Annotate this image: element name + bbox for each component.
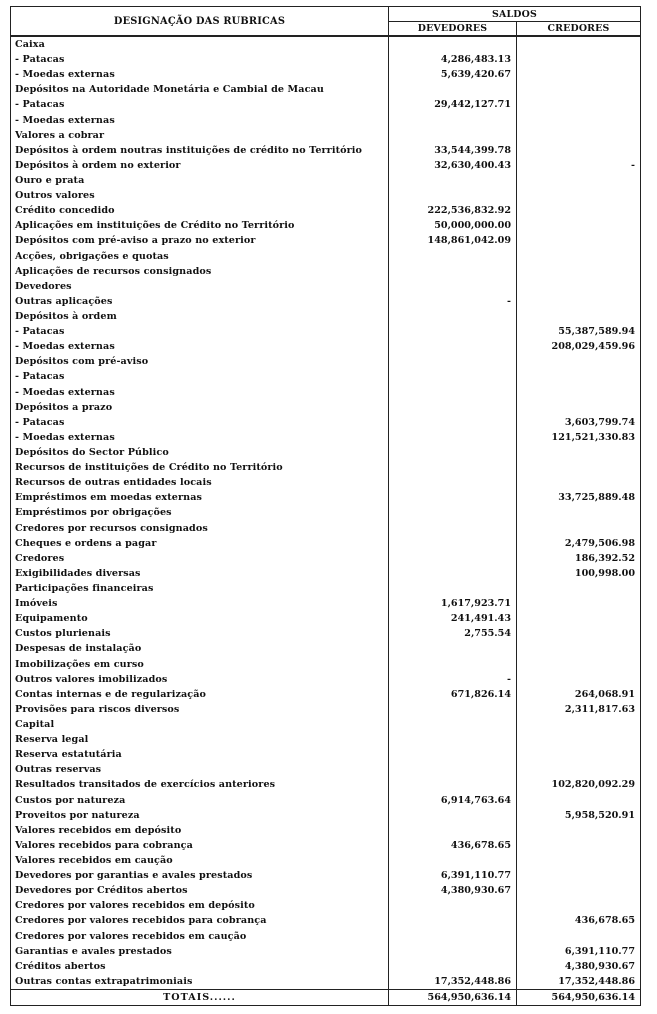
row-label: Empréstimos em moedas externas: [11, 490, 389, 505]
row-debit: [389, 656, 517, 671]
table-row: [11, 158, 641, 173]
row-credit: [517, 898, 641, 913]
row-debit: -: [389, 672, 517, 687]
table-row: [11, 808, 641, 823]
row-debit: 29,442,127.71: [389, 97, 517, 112]
row-debit: [389, 928, 517, 943]
row-label: Recursos de outras entidades locais: [11, 475, 389, 490]
row-credit: [517, 279, 641, 294]
row-label: Valores recebidos em caução: [11, 853, 389, 868]
row-label: - Moedas externas: [11, 113, 389, 128]
row-label: - Patacas: [11, 52, 389, 67]
row-debit: [389, 385, 517, 400]
row-credit: 2,311,817.63: [517, 702, 641, 717]
balance-sheet: [10, 6, 640, 1006]
row-label: Depósitos à ordem noutras instituições de crédito no Território: [11, 143, 389, 158]
table-row: [11, 294, 641, 309]
row-label: Outros valores imobilizados: [11, 672, 389, 687]
table-row: [11, 324, 641, 339]
table-row: [11, 823, 641, 838]
row-debit: 6,391,110.77: [389, 868, 517, 883]
row-debit: [389, 400, 517, 415]
row-debit: [389, 264, 517, 279]
row-debit: 222,536,832.92: [389, 203, 517, 218]
table-row: [11, 762, 641, 777]
row-label: Caixa: [11, 36, 389, 52]
table-row: [11, 143, 641, 158]
table-row: [11, 551, 641, 566]
row-label: Despesas de instalação: [11, 641, 389, 656]
totals-row: [11, 989, 641, 1005]
row-label: Depósitos na Autoridade Monetária e Cambial de Macau: [11, 82, 389, 97]
table-row: [11, 536, 641, 551]
row-debit: [389, 505, 517, 520]
row-debit: [389, 777, 517, 792]
row-label: Acções, obrigações e quotas: [11, 249, 389, 264]
table-row: [11, 339, 641, 354]
row-label: Depósitos do Sector Público: [11, 445, 389, 460]
row-debit: [389, 36, 517, 52]
row-label: - Moedas externas: [11, 67, 389, 82]
table-row: [11, 928, 641, 943]
row-credit: [517, 218, 641, 233]
row-label: Custos plurienais: [11, 626, 389, 641]
table-row: [11, 596, 641, 611]
table-row: [11, 581, 641, 596]
row-debit: [389, 249, 517, 264]
row-label: Valores recebidos em depósito: [11, 823, 389, 838]
row-credit: 208,029,459.96: [517, 339, 641, 354]
row-credit: [517, 823, 641, 838]
row-credit: [517, 475, 641, 490]
row-credit: 55,387,589.94: [517, 324, 641, 339]
row-credit: [517, 354, 641, 369]
row-credit: 186,392.52: [517, 551, 641, 566]
row-label: Credores por recursos consignados: [11, 521, 389, 536]
row-credit: [517, 505, 641, 520]
row-debit: [389, 551, 517, 566]
table-row: [11, 702, 641, 717]
row-debit: 2,755.54: [389, 626, 517, 641]
row-label: Devedores por Créditos abertos: [11, 883, 389, 898]
row-label: Outras contas extrapatrimoniais: [11, 974, 389, 990]
table-row: [11, 641, 641, 656]
row-credit: [517, 853, 641, 868]
row-label: Créditos abertos: [11, 959, 389, 974]
row-label: Valores a cobrar: [11, 128, 389, 143]
row-credit: [517, 928, 641, 943]
row-debit: [389, 279, 517, 294]
row-credit: [517, 97, 641, 112]
row-label: Credores: [11, 551, 389, 566]
totals-credit: 564,950,636.14: [517, 989, 641, 1005]
row-debit: [389, 566, 517, 581]
row-credit: 100,998.00: [517, 566, 641, 581]
row-credit: [517, 188, 641, 203]
row-credit: [517, 173, 641, 188]
balance-table: [10, 6, 641, 1006]
row-credit: [517, 294, 641, 309]
row-label: Recursos de instituições de Crédito no Território: [11, 460, 389, 475]
row-label: Devedores por garantias e avales prestados: [11, 868, 389, 883]
row-debit: -: [389, 294, 517, 309]
row-label: Participações financeiras: [11, 581, 389, 596]
row-debit: 33,544,399.78: [389, 143, 517, 158]
table-row: [11, 944, 641, 959]
table-row: [11, 279, 641, 294]
row-credit: [517, 143, 641, 158]
row-debit: 32,630,400.43: [389, 158, 517, 173]
table-row: [11, 97, 641, 112]
row-credit: [517, 385, 641, 400]
row-credit: [517, 838, 641, 853]
table-row: [11, 400, 641, 415]
row-label: Outros valores: [11, 188, 389, 203]
table-row: [11, 128, 641, 143]
row-label: Valores recebidos para cobrança: [11, 838, 389, 853]
row-label: Aplicações em instituições de Crédito no Território: [11, 218, 389, 233]
totals-label: TOTAIS......: [11, 989, 389, 1005]
row-label: Capital: [11, 717, 389, 732]
row-debit: [389, 309, 517, 324]
table-row: [11, 792, 641, 807]
table-row: [11, 67, 641, 82]
table-row: [11, 249, 641, 264]
row-debit: [389, 445, 517, 460]
row-debit: [389, 113, 517, 128]
row-credit: [517, 717, 641, 732]
row-debit: [389, 959, 517, 974]
row-label: Outras aplicações: [11, 294, 389, 309]
row-debit: [389, 173, 517, 188]
row-label: Proveitos por natureza: [11, 808, 389, 823]
row-credit: [517, 611, 641, 626]
table-row: [11, 505, 641, 520]
row-debit: 50,000,000.00: [389, 218, 517, 233]
row-label: - Patacas: [11, 415, 389, 430]
row-credit: [517, 626, 641, 641]
row-credit: [517, 581, 641, 596]
row-label: - Moedas externas: [11, 339, 389, 354]
table-row: [11, 883, 641, 898]
row-credit: [517, 883, 641, 898]
row-debit: [389, 762, 517, 777]
table-row: [11, 309, 641, 324]
table-row: [11, 521, 641, 536]
row-credit: [517, 233, 641, 248]
table-row: [11, 732, 641, 747]
row-label: Depósitos a prazo: [11, 400, 389, 415]
table-row: [11, 369, 641, 384]
row-debit: [389, 128, 517, 143]
row-debit: [389, 641, 517, 656]
table-row: [11, 173, 641, 188]
row-debit: 436,678.65: [389, 838, 517, 853]
row-credit: 5,958,520.91: [517, 808, 641, 823]
table-row: [11, 838, 641, 853]
row-debit: [389, 898, 517, 913]
row-debit: [389, 853, 517, 868]
row-credit: 264,068.91: [517, 687, 641, 702]
table-row: [11, 233, 641, 248]
table-row: [11, 687, 641, 702]
totals-debit: 564,950,636.14: [389, 989, 517, 1005]
row-label: Depósitos com pré-aviso: [11, 354, 389, 369]
row-debit: [389, 430, 517, 445]
row-label: Aplicações de recursos consignados: [11, 264, 389, 279]
row-debit: [389, 732, 517, 747]
row-debit: 4,286,483.13: [389, 52, 517, 67]
table-row: [11, 717, 641, 732]
row-credit: [517, 656, 641, 671]
row-debit: [389, 475, 517, 490]
row-label: - Patacas: [11, 97, 389, 112]
row-label: Devedores: [11, 279, 389, 294]
row-credit: [517, 128, 641, 143]
row-label: Credores por valores recebidos em caução: [11, 928, 389, 943]
row-debit: [389, 823, 517, 838]
table-row: [11, 898, 641, 913]
table-row: [11, 611, 641, 626]
row-credit: [517, 762, 641, 777]
table-row: [11, 203, 641, 218]
row-label: - Moedas externas: [11, 385, 389, 400]
row-label: Crédito concedido: [11, 203, 389, 218]
row-debit: [389, 82, 517, 97]
row-credit: [517, 203, 641, 218]
row-debit: 1,617,923.71: [389, 596, 517, 611]
row-credit: 4,380,930.67: [517, 959, 641, 974]
table-row: [11, 656, 641, 671]
row-credit: [517, 249, 641, 264]
row-credit: 3,603,799.74: [517, 415, 641, 430]
row-credit: -: [517, 158, 641, 173]
row-label: Depósitos à ordem no exterior: [11, 158, 389, 173]
row-credit: [517, 868, 641, 883]
row-debit: [389, 944, 517, 959]
row-debit: 4,380,930.67: [389, 883, 517, 898]
row-label: Provisões para riscos diversos: [11, 702, 389, 717]
table-row: [11, 445, 641, 460]
table-row: [11, 974, 641, 990]
row-label: Reserva estatutária: [11, 747, 389, 762]
table-row: [11, 777, 641, 792]
row-debit: 6,914,763.64: [389, 792, 517, 807]
row-credit: [517, 792, 641, 807]
row-label: Contas internas e de regularização: [11, 687, 389, 702]
row-credit: [517, 309, 641, 324]
table-row: [11, 188, 641, 203]
row-debit: [389, 354, 517, 369]
row-credit: [517, 460, 641, 475]
header-credores: CREDORES: [517, 22, 641, 37]
table-row: [11, 490, 641, 505]
row-debit: [389, 415, 517, 430]
header-devedores: DEVEDORES: [389, 22, 517, 37]
row-label: - Patacas: [11, 324, 389, 339]
row-label: Empréstimos por obrigações: [11, 505, 389, 520]
row-credit: [517, 369, 641, 384]
row-debit: [389, 702, 517, 717]
row-label: Reserva legal: [11, 732, 389, 747]
row-credit: [517, 672, 641, 687]
row-debit: [389, 717, 517, 732]
row-debit: [389, 581, 517, 596]
row-debit: 241,491.43: [389, 611, 517, 626]
table-row: [11, 385, 641, 400]
row-credit: [517, 400, 641, 415]
row-label: Imóveis: [11, 596, 389, 611]
row-debit: 17,352,448.86: [389, 974, 517, 990]
row-debit: [389, 536, 517, 551]
row-label: Depósitos à ordem: [11, 309, 389, 324]
row-credit: 436,678.65: [517, 913, 641, 928]
table-row: [11, 36, 641, 52]
row-label: Resultados transitados de exercícios anteriores: [11, 777, 389, 792]
row-debit: 5,639,420.67: [389, 67, 517, 82]
table-row: [11, 672, 641, 687]
row-credit: [517, 521, 641, 536]
row-credit: [517, 641, 641, 656]
row-debit: [389, 747, 517, 762]
row-debit: [389, 490, 517, 505]
table-row: [11, 868, 641, 883]
row-debit: [389, 324, 517, 339]
row-credit: [517, 732, 641, 747]
row-credit: 6,391,110.77: [517, 944, 641, 959]
header-saldos: SALDOS: [389, 7, 641, 22]
row-credit: 102,820,092.29: [517, 777, 641, 792]
row-label: Cheques e ordens a pagar: [11, 536, 389, 551]
row-credit: [517, 596, 641, 611]
row-credit: 33,725,889.48: [517, 490, 641, 505]
table-row: [11, 113, 641, 128]
row-credit: 17,352,448.86: [517, 974, 641, 990]
table-row: [11, 626, 641, 641]
row-label: Exigibilidades diversas: [11, 566, 389, 581]
row-label: Ouro e prata: [11, 173, 389, 188]
row-credit: [517, 52, 641, 67]
row-label: Equipamento: [11, 611, 389, 626]
row-credit: [517, 747, 641, 762]
row-debit: [389, 521, 517, 536]
table-row: [11, 913, 641, 928]
table-row: [11, 82, 641, 97]
table-row: [11, 475, 641, 490]
row-label: Credores por valores recebidos para cobrança: [11, 913, 389, 928]
row-label: - Patacas: [11, 369, 389, 384]
row-debit: [389, 460, 517, 475]
table-row: [11, 218, 641, 233]
row-credit: [517, 445, 641, 460]
row-label: Custos por natureza: [11, 792, 389, 807]
row-label: Imobilizações em curso: [11, 656, 389, 671]
table-row: [11, 354, 641, 369]
row-credit: [517, 264, 641, 279]
row-debit: [389, 369, 517, 384]
row-credit: [517, 36, 641, 52]
table-row: [11, 430, 641, 445]
row-debit: 671,826.14: [389, 687, 517, 702]
table-row: [11, 959, 641, 974]
row-label: Credores por valores recebidos em depósito: [11, 898, 389, 913]
row-debit: [389, 808, 517, 823]
table-row: [11, 853, 641, 868]
row-credit: [517, 113, 641, 128]
header-designacao: DESIGNAÇÃO DAS RUBRICAS: [11, 7, 389, 37]
table-body: [11, 36, 641, 989]
table-row: [11, 566, 641, 581]
row-debit: 148,861,042.09: [389, 233, 517, 248]
table-row: [11, 415, 641, 430]
table-row: [11, 52, 641, 67]
table-row: [11, 264, 641, 279]
table-row: [11, 460, 641, 475]
row-label: - Moedas externas: [11, 430, 389, 445]
table-row: [11, 747, 641, 762]
row-credit: 2,479,506.98: [517, 536, 641, 551]
row-debit: [389, 339, 517, 354]
row-label: Outras reservas: [11, 762, 389, 777]
row-debit: [389, 913, 517, 928]
row-credit: 121,521,330.83: [517, 430, 641, 445]
row-label: Depósitos com pré-aviso a prazo no exterior: [11, 233, 389, 248]
row-credit: [517, 67, 641, 82]
row-credit: [517, 82, 641, 97]
row-label: Garantias e avales prestados: [11, 944, 389, 959]
row-debit: [389, 188, 517, 203]
